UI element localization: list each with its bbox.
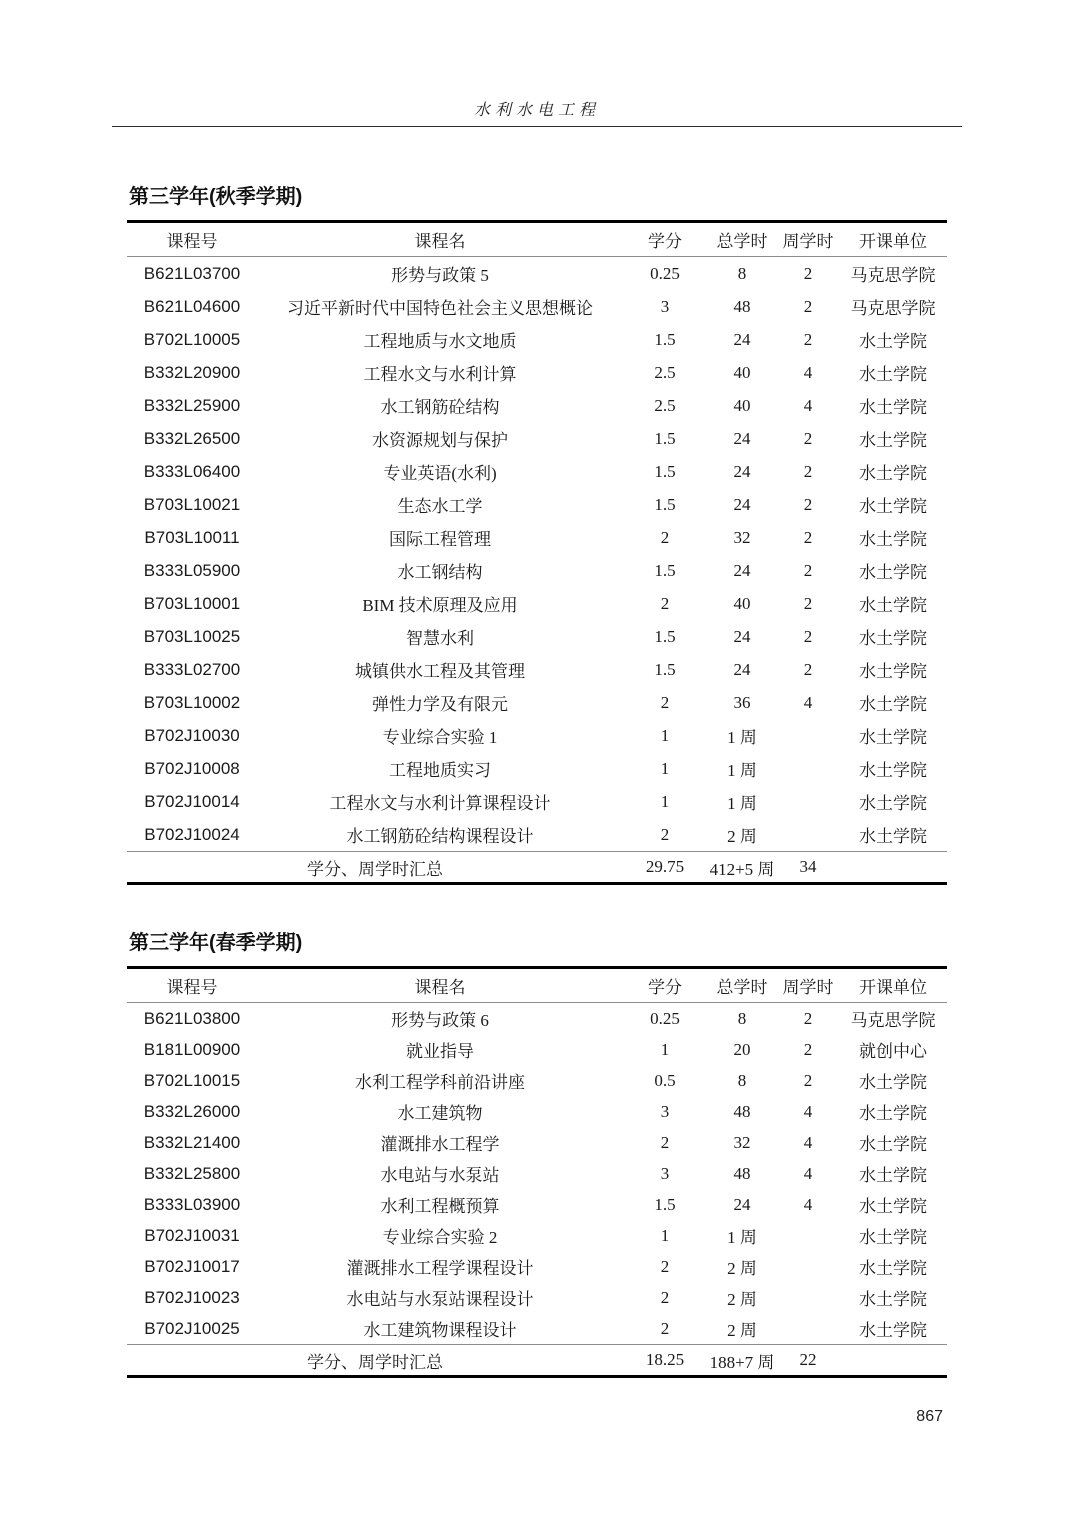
course-code: B332L21400 [143,1132,241,1152]
course-code: B333L06400 [143,461,241,481]
summary-credits: 18.25 [623,1345,707,1377]
course-code: B702L10015 [143,1070,241,1090]
course-name: 水利工程概预算 [380,1197,500,1216]
course-name: 习近平新时代中国特色社会主义思想概论 [287,299,593,318]
course-code: B703L10021 [143,494,241,514]
course-row [127,785,947,818]
course-row [127,719,947,752]
running-header-title: 水利水电工程 [473,102,600,119]
col-header-total-hours: 总学时 [707,968,777,1003]
course-credits: 1.5 [654,494,676,514]
col-header-weekly-hours: 周学时 [777,968,839,1003]
spring-summary-row [127,1345,947,1377]
course-total-hours: 48 [733,1163,751,1183]
course-row [127,290,947,323]
course-total-hours: 24 [733,626,751,646]
course-row [127,389,947,422]
course-weekly-hours [777,1313,839,1345]
running-header-rule [112,126,962,127]
course-credits: 1 [660,1039,670,1059]
course-row [127,1034,947,1065]
course-total-hours: 24 [733,560,751,580]
spring-summary [127,1345,947,1377]
course-code: B703L10001 [143,593,241,613]
course-code: B333L02700 [143,659,241,679]
course-total-hours: 32 [733,1132,751,1152]
course-total-hours: 36 [733,692,751,712]
course-code: B702J10030 [144,725,240,745]
course-total-hours: 8 [737,1008,747,1028]
course-credits: 2 [660,824,670,844]
course-unit: 水土学院 [859,530,927,549]
course-code: B702J10014 [144,791,240,811]
course-credits: 2 [660,1256,670,1276]
course-name: 国际工程管理 [389,530,491,549]
course-total-hours: 1 周 [727,728,757,747]
course-code: B703L10002 [143,692,241,712]
course-credits: 1 [660,758,670,778]
course-unit: 水土学院 [859,662,927,681]
fall-summary-row [127,852,947,884]
fall-table-header [127,222,947,257]
course-name: 水工建筑物课程设计 [363,1321,517,1340]
course-unit: 水土学院 [859,629,927,648]
course-unit: 水土学院 [859,1321,927,1340]
course-code: B702J10025 [144,1318,240,1338]
course-credits: 2 [660,1287,670,1307]
course-row [127,356,947,389]
course-row [127,1282,947,1313]
course-row [127,1313,947,1345]
course-weekly-hours: 2 [803,329,813,349]
course-total-hours: 8 [737,1070,747,1090]
course-row [127,1065,947,1096]
course-row [127,620,947,653]
summary-unit-empty [839,1345,947,1377]
course-credits: 2 [660,692,670,712]
course-weekly-hours: 2 [803,296,813,316]
fall-summary [127,852,947,884]
course-row [127,1096,947,1127]
summary-weekly-hours: 34 [777,852,839,884]
course-name: 工程水文与水利计算 [363,365,517,384]
course-credits: 1.5 [654,428,676,448]
course-credits: 0.25 [650,263,680,283]
course-row [127,653,947,686]
course-credits: 0.25 [650,1008,680,1028]
fall-course-rows [127,257,947,852]
summary-total-hours: 188+7 周 [707,1345,777,1377]
course-name: 灌溉排水工程学课程设计 [346,1259,534,1278]
course-code: B621L03700 [143,263,241,283]
section-fall-semester [127,180,947,885]
course-weekly-hours: 4 [803,692,813,712]
course-name: 水工钢结构 [397,563,483,582]
course-row [127,521,947,554]
course-code: B702L10005 [143,329,241,349]
col-header-unit: 开课单位 [839,968,947,1003]
course-code: B332L25800 [143,1163,241,1183]
course-unit: 水土学院 [859,1197,927,1216]
col-header-course-name: 课程名 [257,222,623,257]
course-weekly-hours: 4 [803,1194,813,1214]
course-code: B181L00900 [143,1039,241,1059]
course-credits: 1 [660,725,670,745]
course-code: B702J10008 [144,758,240,778]
course-credits: 1 [660,791,670,811]
col-header-credits: 学分 [623,968,707,1003]
course-credits: 2 [660,527,670,547]
summary-label: 学分、周学时汇总 [127,852,623,884]
course-unit: 水土学院 [859,431,927,450]
course-weekly-hours: 2 [803,527,813,547]
course-credits: 3 [660,1101,670,1121]
course-unit: 水土学院 [859,794,927,813]
course-row [127,1220,947,1251]
course-weekly-hours [777,785,839,818]
course-name: 弹性力学及有限元 [372,695,508,714]
course-row [127,752,947,785]
course-name: 智慧水利 [406,629,474,648]
course-code: B702J10023 [144,1287,240,1307]
course-row [127,488,947,521]
course-code: B702J10024 [144,824,240,844]
course-weekly-hours [777,1251,839,1282]
course-unit: 水土学院 [859,365,927,384]
course-weekly-hours: 4 [803,1163,813,1183]
course-code: B333L05900 [143,560,241,580]
course-name: 工程地质实习 [389,761,491,780]
course-total-hours: 48 [733,296,751,316]
course-total-hours: 24 [733,494,751,514]
course-code: B332L20900 [143,362,241,382]
course-name: 工程地质与水文地质 [363,332,517,351]
course-credits: 1.5 [654,329,676,349]
course-credits: 1.5 [654,461,676,481]
col-header-unit: 开课单位 [839,222,947,257]
course-weekly-hours: 2 [803,1008,813,1028]
course-name: BIM 技术原理及应用 [362,596,518,615]
course-code: B702J10031 [144,1225,240,1245]
course-total-hours: 2 周 [727,1321,757,1340]
course-code: B621L04600 [143,296,241,316]
course-unit: 水土学院 [859,596,927,615]
course-weekly-hours: 2 [803,1070,813,1090]
course-row [127,818,947,852]
course-name: 形势与政策 6 [391,1011,489,1030]
course-unit: 水土学院 [859,761,927,780]
course-total-hours: 24 [733,329,751,349]
course-unit: 水土学院 [859,398,927,417]
course-unit: 水土学院 [859,1166,927,1185]
course-total-hours: 2 周 [727,827,757,846]
course-unit: 水土学院 [859,332,927,351]
course-unit: 水土学院 [859,1135,927,1154]
course-row [127,257,947,291]
course-name: 水电站与水泵站课程设计 [346,1290,534,1309]
course-unit: 水土学院 [859,1228,927,1247]
course-weekly-hours: 2 [803,626,813,646]
course-name: 形势与政策 5 [391,266,489,285]
page-number: 867 [916,1408,943,1425]
course-row [127,1003,947,1035]
col-header-course-name: 课程名 [257,968,623,1003]
course-name: 水电站与水泵站 [380,1166,500,1185]
course-unit: 马克思学院 [850,266,936,285]
course-name: 水利工程学科前沿讲座 [355,1073,525,1092]
course-weekly-hours [777,1220,839,1251]
course-name: 专业综合实验 2 [382,1228,498,1247]
course-row [127,1189,947,1220]
course-credits: 2.5 [654,395,676,415]
course-total-hours: 32 [733,527,751,547]
col-header-weekly-hours: 周学时 [777,222,839,257]
course-code: B333L03900 [143,1194,241,1214]
course-total-hours: 24 [733,461,751,481]
course-total-hours: 24 [733,659,751,679]
spring-course-rows [127,1003,947,1345]
spring-semester-title: 第三学年(春季学期) [129,932,303,954]
summary-label: 学分、周学时汇总 [127,1345,623,1377]
course-credits: 0.5 [654,1070,676,1090]
course-weekly-hours: 4 [803,395,813,415]
fall-semester-title: 第三学年(秋季学期) [129,186,303,208]
course-weekly-hours: 2 [803,428,813,448]
course-total-hours: 48 [733,1101,751,1121]
course-credits: 1 [660,1225,670,1245]
spring-course-table [127,966,947,1378]
course-row [127,1251,947,1282]
spring-table-header [127,968,947,1003]
col-header-course-code: 课程号 [127,968,257,1003]
course-weekly-hours: 2 [803,263,813,283]
course-credits: 2 [660,1318,670,1338]
course-weekly-hours: 4 [803,1132,813,1152]
course-total-hours: 1 周 [727,1228,757,1247]
course-total-hours: 40 [733,395,751,415]
course-weekly-hours: 4 [803,1101,813,1121]
course-unit: 水土学院 [859,1104,927,1123]
course-credits: 2 [660,593,670,613]
course-row [127,554,947,587]
course-unit: 水土学院 [859,497,927,516]
course-name: 专业综合实验 1 [382,728,498,747]
course-unit: 水土学院 [859,563,927,582]
course-code: B332L25900 [143,395,241,415]
course-total-hours: 2 周 [727,1259,757,1278]
course-weekly-hours: 2 [803,1039,813,1059]
summary-credits: 29.75 [623,852,707,884]
course-name: 水工钢筋砼结构 [380,398,500,417]
course-unit: 就创中心 [859,1042,927,1061]
course-name: 水工钢筋砼结构课程设计 [346,827,534,846]
course-name: 就业指导 [406,1042,474,1061]
course-total-hours: 40 [733,593,751,613]
course-row [127,323,947,356]
course-weekly-hours [777,818,839,852]
col-header-total-hours: 总学时 [707,222,777,257]
course-weekly-hours: 2 [803,593,813,613]
course-code: B703L10025 [143,626,241,646]
course-name: 工程水文与水利计算课程设计 [329,794,551,813]
course-credits: 2 [660,1132,670,1152]
course-total-hours: 8 [737,263,747,283]
course-credits: 3 [660,1163,670,1183]
course-unit: 水土学院 [859,1290,927,1309]
course-unit: 水土学院 [859,464,927,483]
course-weekly-hours [777,1282,839,1313]
col-header-credits: 学分 [623,222,707,257]
course-credits: 1.5 [654,659,676,679]
course-credits: 1.5 [654,560,676,580]
fall-course-table [127,220,947,885]
section-spring-semester [127,926,947,1378]
course-row [127,422,947,455]
course-unit: 水土学院 [859,728,927,747]
course-weekly-hours: 2 [803,659,813,679]
course-name: 水工建筑物 [397,1104,483,1123]
course-unit: 水土学院 [859,1073,927,1092]
course-total-hours: 24 [733,428,751,448]
course-name: 水资源规划与保护 [372,431,508,450]
course-code: B621L03800 [143,1008,241,1028]
course-weekly-hours: 2 [803,494,813,514]
course-unit: 水土学院 [859,695,927,714]
course-unit: 马克思学院 [850,1011,936,1030]
course-weekly-hours [777,752,839,785]
course-unit: 马克思学院 [850,299,936,318]
summary-total-hours: 412+5 周 [707,852,777,884]
summary-unit-empty [839,852,947,884]
course-name: 灌溉排水工程学 [380,1135,500,1154]
course-code: B702J10017 [144,1256,240,1276]
course-name: 城镇供水工程及其管理 [355,662,525,681]
course-name: 专业英语(水利) [383,464,497,483]
course-credits: 1.5 [654,626,676,646]
summary-weekly-hours: 22 [777,1345,839,1377]
course-weekly-hours: 2 [803,461,813,481]
course-credits: 2.5 [654,362,676,382]
course-total-hours: 24 [733,1194,751,1214]
course-unit: 水土学院 [859,827,927,846]
course-unit: 水土学院 [859,1259,927,1278]
course-name: 生态水工学 [397,497,483,516]
course-credits: 3 [660,296,670,316]
course-row [127,455,947,488]
course-row [127,587,947,620]
course-code: B332L26500 [143,428,241,448]
course-credits: 1.5 [654,1194,676,1214]
course-weekly-hours [777,719,839,752]
course-code: B332L26000 [143,1101,241,1121]
course-total-hours: 40 [733,362,751,382]
course-total-hours: 20 [733,1039,751,1059]
course-total-hours: 1 周 [727,794,757,813]
course-total-hours: 2 周 [727,1290,757,1309]
course-row [127,686,947,719]
course-row [127,1127,947,1158]
course-total-hours: 1 周 [727,761,757,780]
course-code: B703L10011 [144,527,240,547]
course-row [127,1158,947,1189]
course-weekly-hours: 2 [803,560,813,580]
col-header-course-code: 课程号 [127,222,257,257]
course-weekly-hours: 4 [803,362,813,382]
